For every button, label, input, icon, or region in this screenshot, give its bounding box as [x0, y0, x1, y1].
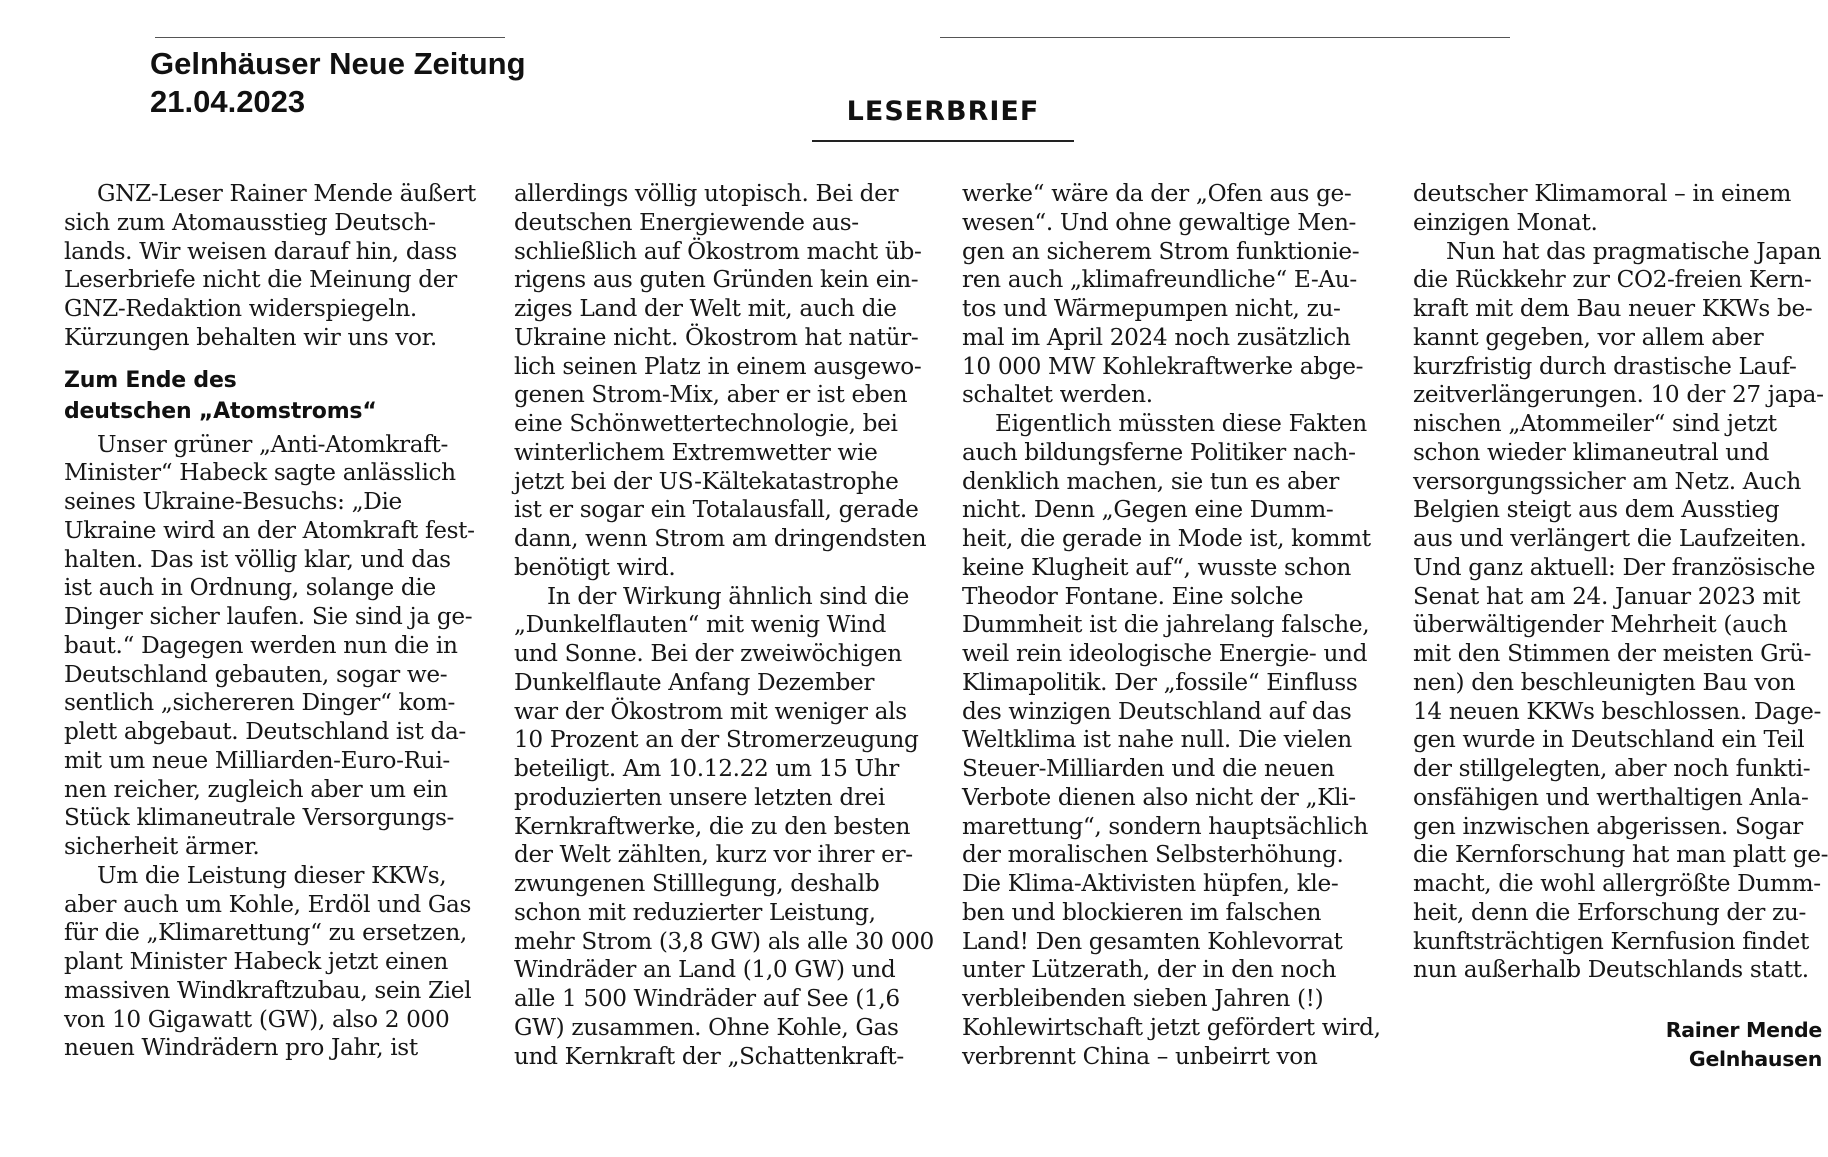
- article-paragraph: GNZ-Leser Rainer Mende äußert sich zum Atomausstieg Deutsch- lands. Wir weisen darauf hin, dass Leserbriefe nicht die Meinung der GNZ-Redaktion widerspiegeln. Kürzungen behalten wir uns vor.: [64, 180, 476, 351]
- column-3: [962, 180, 1381, 1071]
- column-4: [1413, 180, 1828, 985]
- article-headline: Zum Ende des deutschen „Atomstroms“: [64, 367, 377, 424]
- article-paragraph: Nun hat das pragmatische Japan die Rückkehr zur CO2-freien Kern- kraft mit dem Bau neuer KKWs be- kannt gegeben, vor allem aber kurzfristig durch drastische Lauf- zeitverlängerungen. 10 der 27 japa- nischen „Atommeiler“ sind jetzt schon wieder klimaneutral und versorgungssicher am Netz. Auch Belgien steigt aus dem Ausstieg aus und verlängert die Laufzeiten. Und ganz aktuell: Der französische Senat hat am 24. Januar 2023 mit überwältigender Mehrheit (auch mit den Stimmen der meisten Grü- nen) den beschleunigten Bau von 14 neuen KKWs beschlossen. Dage- gen wurde in Deutschland ein Teil der stillgelegten, aber noch funkti- onsfähigen und werthaltigen Anla- gen inzwischen abgerissen. Sogar die Kernforschung hat man platt ge- macht, die wohl allergrößte Dumm- heit, denn die Erforschung der zu- kunftsträchtigen Kernfusion findet nun außerhalb Deutschlands statt.: [1413, 237, 1828, 984]
- top-rule-right: [940, 37, 1510, 38]
- article-paragraph: Eigentlich müssten diese Fakten auch bildungsferne Politiker nach- denklich machen, sie tun es aber nicht. Denn „Gegen eine Dumm- heit, die gerade in Mode ist, kommt keine Klugheit auf“, wusste schon Theodor Fontane. Eine solche Dummheit ist die jahrelang falsche, weil rein ideologische Energie- und Klimapolitik. Der „fossile“ Einfluss des winzigen Deutschland auf das Weltklima ist nahe null. Die vielen Steuer-Milliarden und die neuen Verbote dienen also nicht der „Kli- marettung“, sondern hauptsächlich der moralischen Selbsterhöhung. Die Klima-Aktivisten hüpfen, kle- ben und blockieren im falschen Land! Den gesamten Kohlevorrat unter Lützerath, der in den noch verbleibenden sieben Jahren (!) Kohlewirtschaft jetzt gefördert wird, verbrennt China – unbeirrt von: [962, 410, 1381, 1070]
- article-paragraph: In der Wirkung ähnlich sind die „Dunkelflauten“ mit wenig Wind und Sonne. Bei der zweiwöchigen Dunkelflaute Anfang Dezember war der Ökostrom mit weniger als 10 Prozent an der Stromerzeugung beteiligt. Am 10.12.22 um 15 Uhr produzierten unsere letzten drei Kernkraftwerke, die zu den besten der Welt zählten, kurz vor ihrer er- zwungenen Stilllegung, deshalb schon mit reduzierter Leistung, mehr Strom (3,8 GW) als alle 30 000 Windräder an Land (1,0 GW) und alle 1 500 Windräder auf See (1,6 GW) zusammen. Ohne Kohle, Gas und Kernkraft der „Schattenkraft-: [514, 582, 934, 1070]
- author-signature: [1666, 1016, 1822, 1074]
- author-place: Gelnhausen: [1688, 1047, 1822, 1071]
- section-underline: [812, 140, 1074, 142]
- top-rule-left: [155, 37, 505, 38]
- column-2: [514, 180, 934, 1071]
- publication-date: 21.04.2023: [150, 84, 306, 119]
- article-paragraph: deutscher Klimamoral – in einem einzigen Monat.: [1413, 180, 1792, 236]
- article-paragraph: allerdings völlig utopisch. Bei der deutschen Energiewende aus- schließlich auf Ökostrom macht üb- rigens aus guten Gründen kein ein- ziges Land der Welt mit, auch die Ukraine nicht. Ökostrom hat natür- lich seinen Platz in einem ausgewo- genen Strom-Mix, aber er ist eben eine Schönwettertechnologie, bei winterlichem Extremwetter wie jetzt bei der US-Kältekatastrophe ist er sogar ein Totalausfall, gerade dann, wenn Strom am dringendsten benötigt wird.: [514, 180, 927, 581]
- section-label: LESERBRIEF: [846, 96, 1040, 127]
- article-paragraph: Unser grüner „Anti-Atomkraft- Minister“ Habeck sagte anlässlich seines Ukraine-Besuchs: „Die Ukraine wird an der Atomkraft fest- halten. Das ist völlig klar, und das ist auch in Ordnung, solange die Dinger sicher laufen. Sie sind ja ge- baut.“ Dagegen werden nun die in Deutschland gebauten, sogar we- sentlich „sichereren Dinger“ kom- plett abgebaut. Deutschland ist da- mit um neue Milliarden-Euro-Rui- nen reicher, zugleich aber um ein Stück klimaneutrale Versorgungs- sicherheit ärmer.: [64, 430, 475, 860]
- article-paragraph: Um die Leistung dieser KKWs, aber auch um Kohle, Erdöl und Gas für die „Klimarettung“ zu ersetzen, plant Minister Habeck jetzt einen massiven Windkraftzubau, sein Ziel von 10 Gigawatt (GW), also 2 000 neuen Windrädern pro Jahr, ist: [64, 861, 472, 1062]
- author-name: Rainer Mende: [1665, 1018, 1822, 1042]
- publication-name: Gelnhäuser Neue Zeitung: [150, 46, 526, 81]
- publication-header: [150, 45, 650, 121]
- column-1: [64, 180, 476, 1063]
- article-paragraph: werke“ wäre da der „Ofen aus ge- wesen“. Und ohne gewaltige Men- gen an sicherem Strom funktionie- ren auch „klimafreundliche“ E-Au- tos und Wärmepumpen nicht, zu- mal im April 2024 noch zusätzlich 10 000 MW Kohlekraftwerke abge- schaltet werden.: [962, 180, 1364, 409]
